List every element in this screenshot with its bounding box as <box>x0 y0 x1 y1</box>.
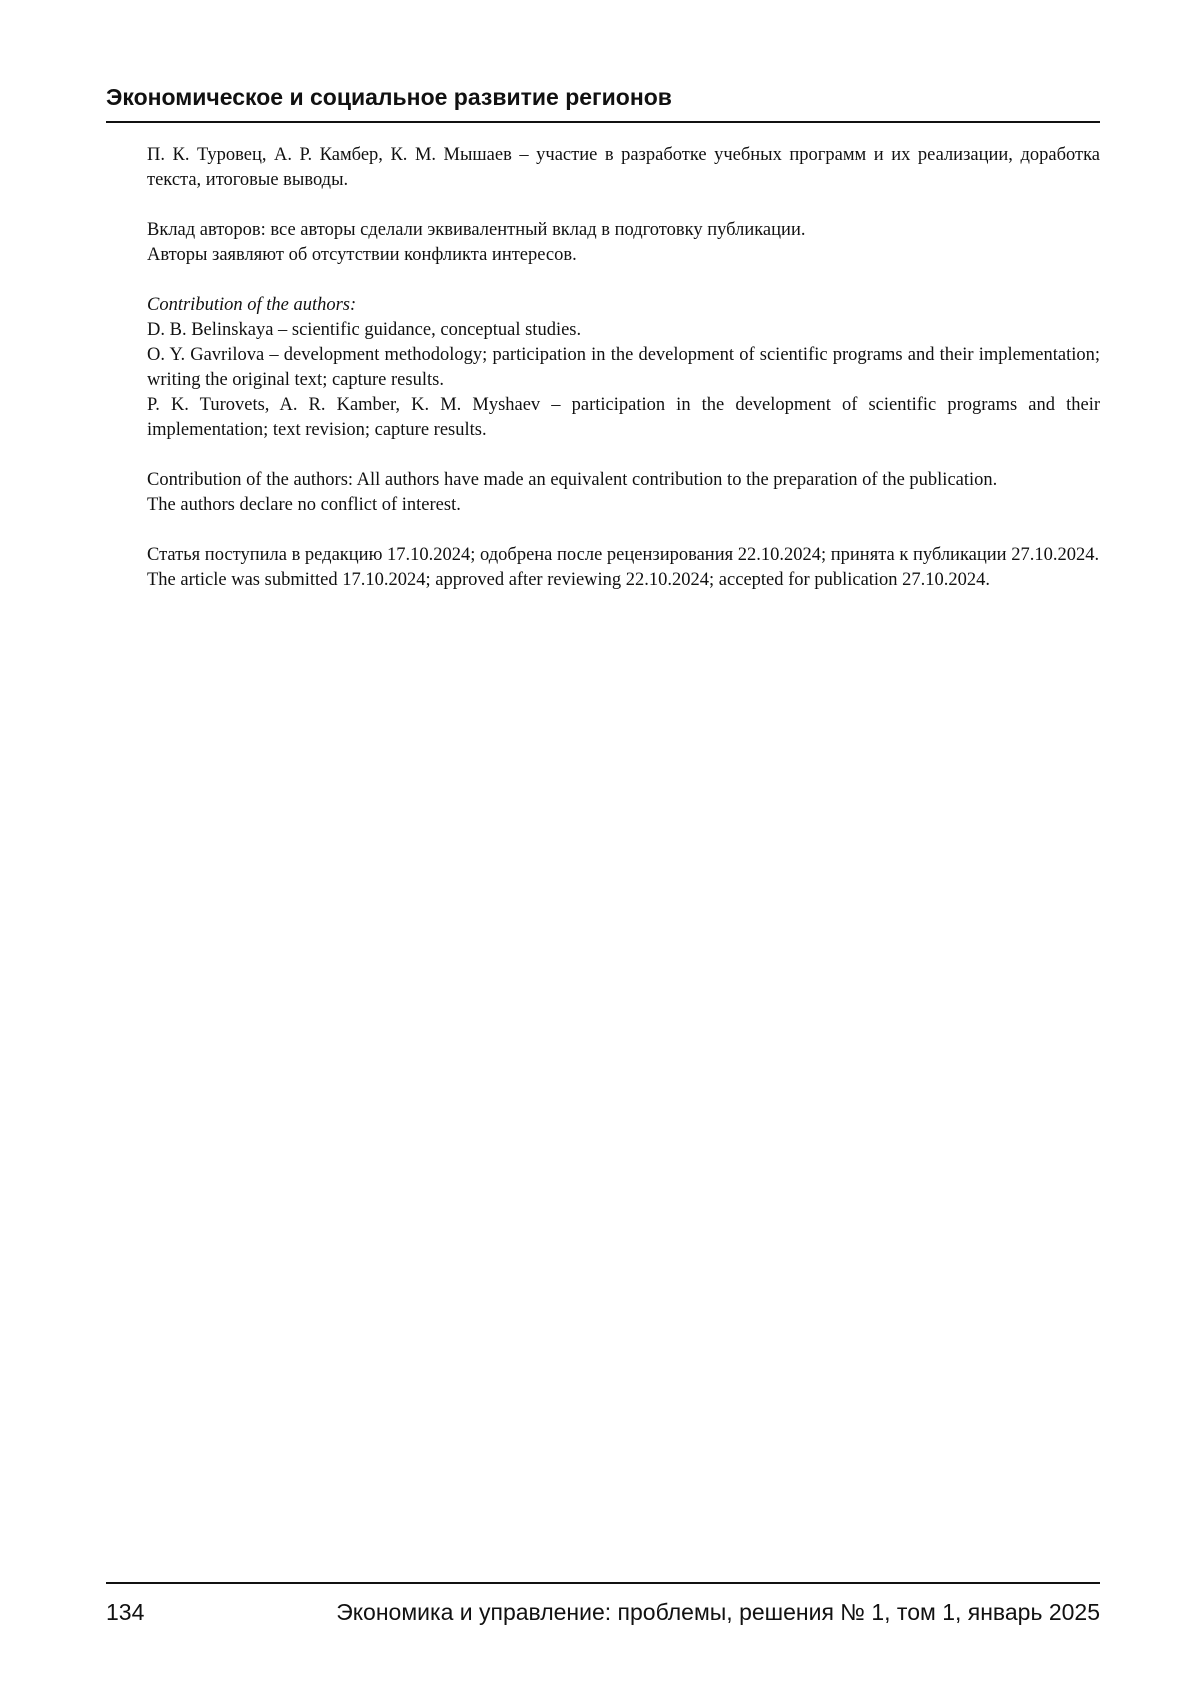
header-divider <box>106 121 1100 123</box>
footer-divider <box>106 1582 1100 1584</box>
running-title: Экономическое и социальное развитие регионов <box>106 84 672 110</box>
journal-citation: Экономика и управление: проблемы, решения № 1, том 1, январь 2025 <box>336 1599 1100 1625</box>
conflict-statement-en: The authors declare no conflict of interest. <box>147 495 461 515</box>
equal-contribution-en: Contribution of the authors: All authors have made an equivalent contribution to the preparation of the publication. <box>147 470 998 490</box>
article-body <box>147 143 1100 593</box>
paragraph-gap <box>147 193 1100 218</box>
page-number: 134 <box>106 1599 145 1625</box>
authors-contribution-ru: П. К. Туровец, А. Р. Камбер, К. М. Мышаев – участие в разработке учебных программ и их реализации, доработка текста, итоговые выводы. <box>147 145 1100 190</box>
contribution-en-item: D. B. Belinskaya – scientific guidance, conceptual studies. <box>147 320 582 340</box>
paragraph-gap <box>147 268 1100 293</box>
contribution-en-item: P. K. Turovets, A. R. Kamber, K. M. Myshaev – participation in the development of scientific programs and their implementation; text revision; capture results. <box>147 395 1100 440</box>
contribution-en-item: O. Y. Gavrilova – development methodology; participation in the development of scientific programs and their implementation; writing the original text; capture results. <box>147 345 1100 390</box>
submission-dates-en: The article was submitted 17.10.2024; approved after reviewing 22.10.2024; accepted for publication 27.10.2024. <box>147 570 991 590</box>
paragraph-gap <box>147 443 1100 468</box>
conflict-statement-ru: Авторы заявляют об отсутствии конфликта интересов. <box>147 245 577 265</box>
submission-dates-ru: Статья поступила в редакцию 17.10.2024; одобрена после рецензирования 22.10.2024; принята к публикации 27.10.2024. <box>147 545 1100 565</box>
paragraph-gap <box>147 518 1100 543</box>
contribution-heading-en: Contribution of the authors: <box>147 295 357 315</box>
equal-contribution-ru: Вклад авторов: все авторы сделали эквивалентный вклад в подготовку публикации. <box>147 220 806 240</box>
